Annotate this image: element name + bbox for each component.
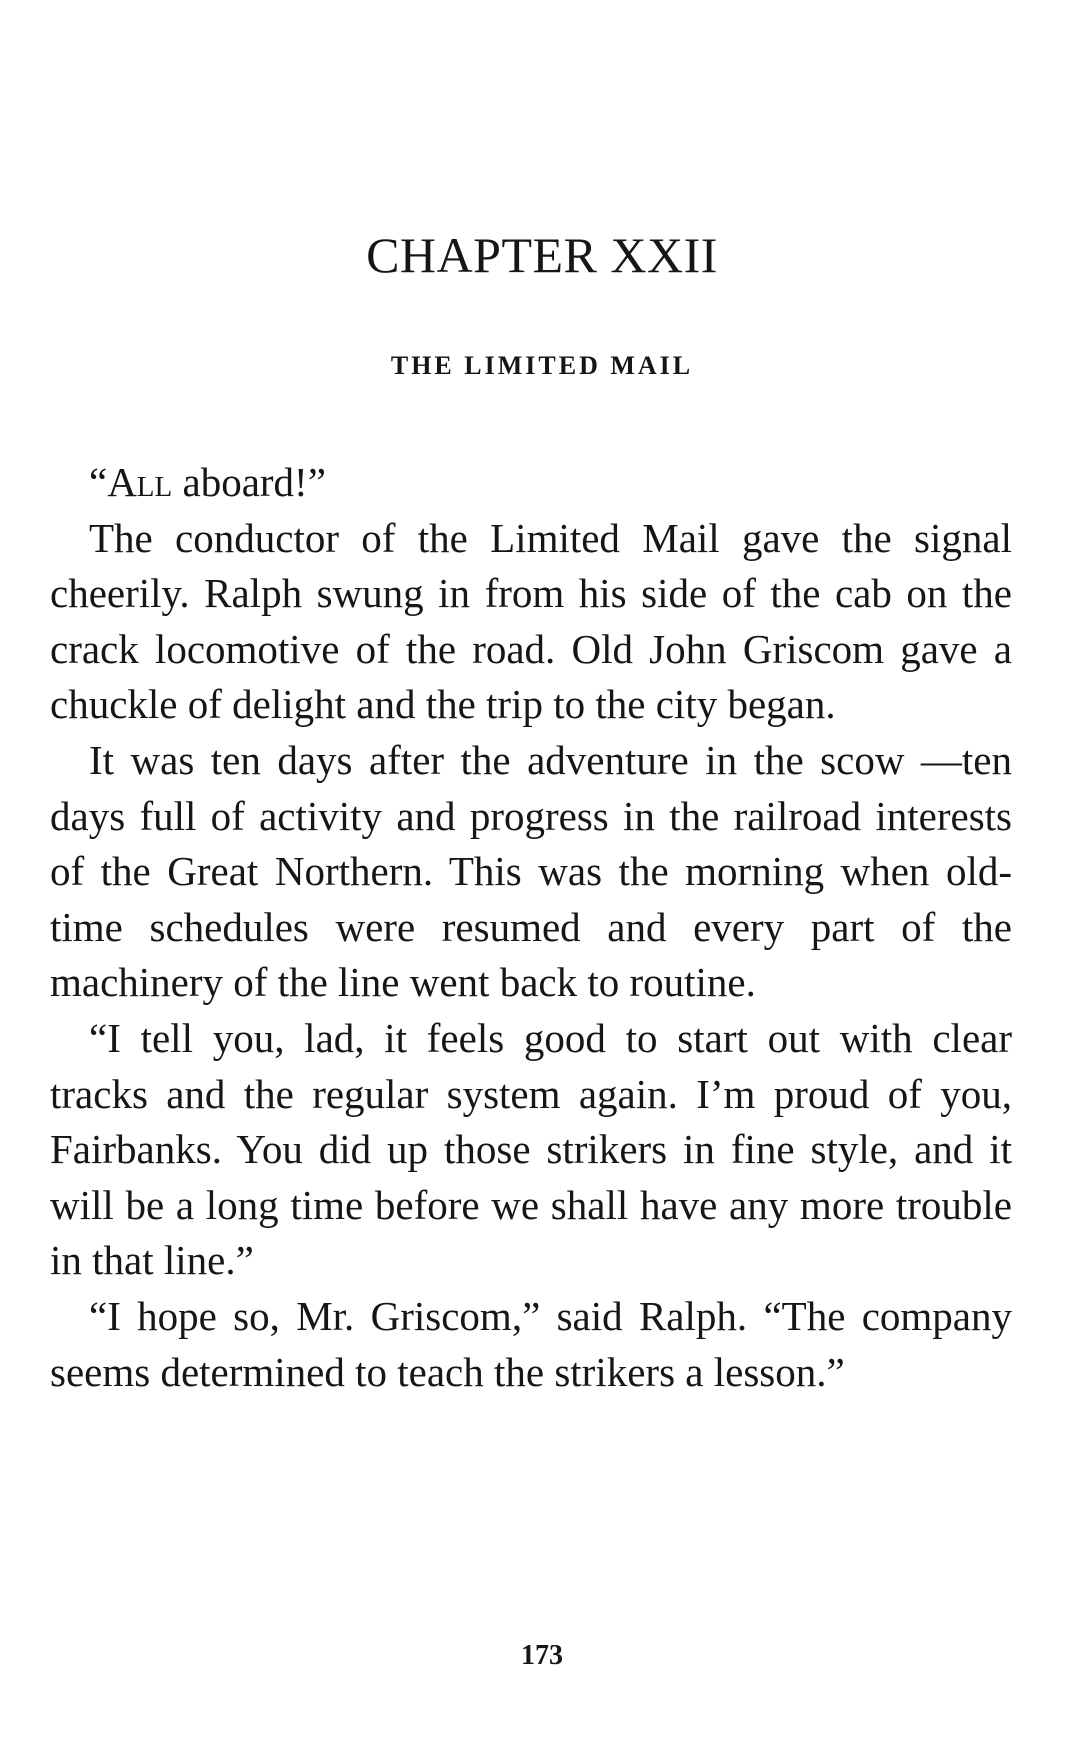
- chapter-subtitle: THE LIMITED MAIL: [390, 351, 694, 380]
- body-text: [50, 455, 1012, 1400]
- page-number: 173: [521, 1640, 563, 1671]
- paragraph-lead-caps: “All: [89, 459, 173, 505]
- paragraph-4: “I tell you, lad, it feels good to start out with clear tracks and the regular system again. I’m proud of you, Fairbanks. You did up those strikers in fine style, and it will be a long time before we shall have any more trouble in that line.”: [50, 1014, 1012, 1284]
- paragraph-1: [50, 455, 1012, 511]
- chapter-title: CHAPTER XXII: [366, 227, 718, 283]
- paragraph-text: aboard!”: [172, 459, 326, 505]
- paragraph-3: It was ten days after the adventure in the scow —ten days full of activity and progress in the railroad interests of the Great Northern. This was the morning when old-time schedules were resumed and every part of the machinery of the line went back to routine.: [50, 736, 1012, 1006]
- paragraph-5: “I hope so, Mr. Griscom,” said Ralph. “The company seems determined to teach the strikers a lesson.”: [50, 1292, 1012, 1395]
- paragraph-2: The conductor of the Limited Mail gave the signal cheerily. Ralph swung in from his side of the cab on the crack locomotive of the road. Old John Griscom gave a chuckle of delight and the trip to the city began.: [50, 514, 1012, 728]
